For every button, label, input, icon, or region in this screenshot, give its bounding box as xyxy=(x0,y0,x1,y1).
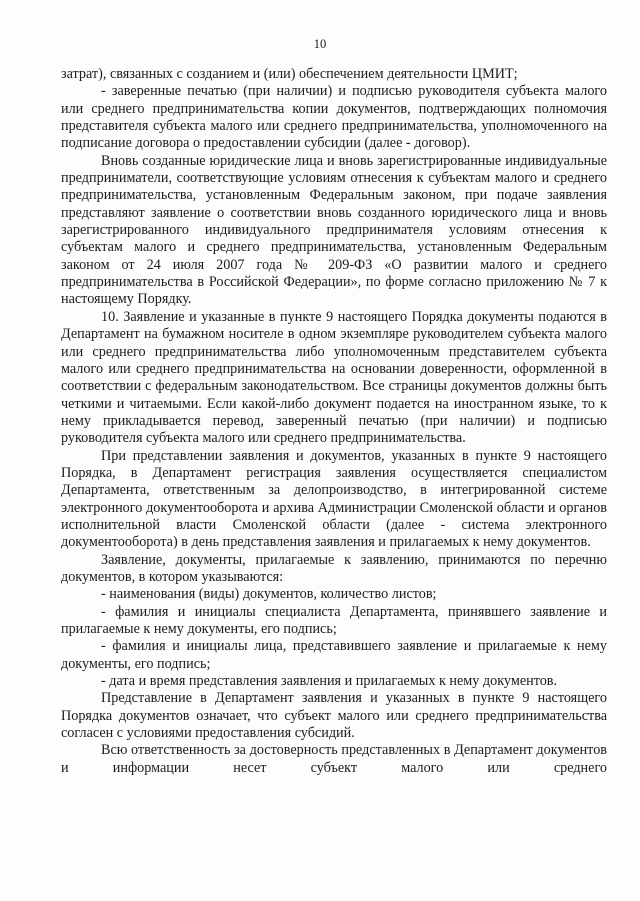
paragraph: Представление в Департамент заявления и указанных в пункте 9 настоящего Порядка документов означает, что субъект малого или среднего предпринимательства согласен с условиями предоставления субсидий. xyxy=(61,690,607,742)
paragraph: затрат), связанных с созданием и (или) обеспечением деятельности ЦМИТ; xyxy=(61,66,518,82)
page-number: 10 xyxy=(313,37,327,51)
paragraph: Вновь созданные юридические лица и вновь зарегистрированные индивидуальные предприниматели, соответствующие условиям отнесения к субъектам малого и среднего предпринимательства, установленным Федеральным законом, при подаче заявления представляют заявление о соответствии вновь созданного юридического лица и вновь зарегистрированного индивидуального предпринимателя условиям отнесения к субъектам малого и среднего предпринимательства, установленным Федеральным законом от 24 июля 2007 года № 209-ФЗ «О развитии малого и среднего предпринимательства в Российской Федерации», по форме согласно приложению № 7 к настоящему Порядку. xyxy=(61,152,607,308)
page-body xyxy=(61,66,607,777)
paragraph: 10. Заявление и указанные в пункте 9 настоящего Порядка документы подаются в Департамент на бумажном носителе в одном экземпляре руководителем субъекта малого или среднего предпринимательства либо уполномоченным представителем субъекта малого или среднего предпринимательства на основании доверенности, оформленной в соответствии с федеральным законодательством. Все страницы документов должны быть четкими и читаемыми. Если какой-либо документ подается на иностранном языке, то к нему прикладывается перевод, заверенный печатью (при наличии) и подписью руководителя субъекта малого или среднего предпринимательства. xyxy=(61,308,607,447)
paragraph: - заверенные печатью (при наличии) и подписью руководителя субъекта малого или среднего предпринимательства копии документов, подтверждающих полномочия представителя субъекта малого или среднего предпринимательства, уполномоченного на подписание договора о предоставлении субсидии (далее - договор). xyxy=(61,83,607,152)
paragraph: Заявление, документы, прилагаемые к заявлению, принимаются по перечню документов, в котором указываются: xyxy=(61,551,607,585)
paragraph: - дата и время представления заявления и прилагаемых к нему документов. xyxy=(101,673,558,690)
paragraph: Всю ответственность за достоверность представленных в Департамент документов и информации несет субъект малого или среднего xyxy=(61,742,607,776)
paragraph: - фамилия и инициалы специалиста Департамента, принявшего заявление и прилагаемые к нему документы, его подпись; xyxy=(61,603,607,637)
paragraph: - фамилия и инициалы лица, представившего заявление и прилагаемые к нему документы, его подпись; xyxy=(61,638,607,672)
paragraph: При представлении заявления и документов, указанных в пункте 9 настоящего Порядка, в Департамент регистрация заявления осуществляется специалистом Департамента, ответственным за делопроизводство, в интегрированной системе электронного документооборота и архива Администрации Смоленской области и органов исполнительной власти Смоленской области (далее - система электронного документооборота) в день представления заявления и прилагаемых к нему документов. xyxy=(61,447,607,551)
paragraph: - наименования (виды) документов, количество листов; xyxy=(101,586,437,603)
